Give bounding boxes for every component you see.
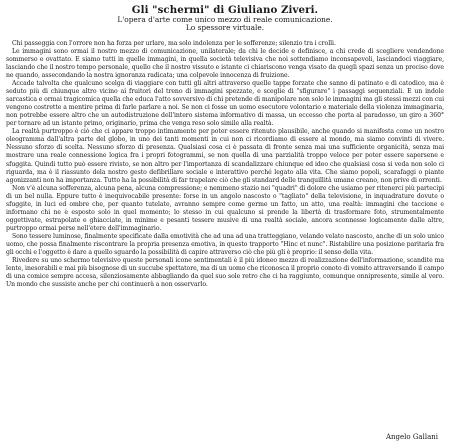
paragraph-2: Le immagini sono ormai il nostro mezzo di comunicazione, unilaterale; da chi le decide e definisce, a chi crede di scegliere vendendone sommerso e ovattato. E siamo tutti in quelle immagini, in quella società televisiva che noi sottendiamo inconsapevoli, lasciandoci viaggiare, lasciando che il nostro tempo personale, quello che il nostro vissuto e istante ci chiariscono venga visato da quegli spazi senza un preciso dove ne quando, assecondando la nostra ignoranza radicata; una colpevole innocenza di fruizione.: [6, 47, 444, 79]
paragraph-6: Sono tessere luminose, finalmente specificate dalla emotività che ad una ad una tratteggiano, velando velato nascosto, anche di un solo unico uomo, che possa finalmente riscontrare la propria presenza emotiva, in questo trapporto "Hinc et nunc". Ristabilire una posizione paritaria fra gli occhi e l'oggetto è dare a quello sguardo la possibilità di capire attraverso ciò che più gli è proprio: il senso della vita.: [6, 232, 444, 257]
author-signature: Angelo Gallani: [385, 433, 438, 441]
paragraph-1: Chi passeggia con l'orrore non ha forza per urlare, ma solo indolenza per le sofferenze; silenzio tra i crolli.: [12, 39, 336, 47]
paragraph-4: La realtà purtroppo è ciò che ci appare troppo intimamente per poter essere ritenuto plausibile, anche quando si manifesta come un nostro oleogramma dall'altra parte del globo, in uno dei tanti momenti in cui non ci ricordiamo di essere al mondo, ma siamo convinti di vivere. Nessuno sforzo di scelta. Nessuno sforzo di presenza. Qualsiasi cosa ci è passata di fronte senza mai una sufficiente organicità, senza mai mostrare una reale connessione logica fra i propri fotogrammi, se non quella di una parzialità troppo veloce per poter essere sapersene e sfuggita. Quindi tutto può essere rivisto, se non altro per l'importanza di scandalizzare chiunque ed ideo che qualsiasi cosa si veda non solo ci riguarda, ma è il riassunto dela nostro gesto defibrillare sociale e interattivo perché legato alla vita. Che siamo popoli, scarafaggi o piante agonizzanti non ha importanza. Tutto ha la possibilità di far trapelare ciò che gli standard delle tranquillità umane creano, non prive di orrenti.: [6, 128, 444, 184]
paragraph-5: Non v'è alcuna sofferenza, alcuna pena, alcuna compressione; e nemmeno stazio nei "quadri" di dolore che usiamo per ritenerci più partecipi di un bel nulla. Eppure tutto è inequivocabile presente: forse in un angolo nascosto o "tagliato" della televisione, in inquadrature dovute o sfuggite, in luci ed ombre che, per quanto tutelate, avranno sempre come germe un fatto, un atto, una realtà: immagini che taccione e informano chi ne è esposto solo in quel momento; lo stesso in cui qualcuno si prende la libertà di trasformare foto, strumentalmente oggettivate, estrapolate e ghiacciate, in minime e pesanti tessere musive di una realtà sociale, ancora sconnesse logicamente dalle altre, purtroppo ormai perse nell'etere dell'immaginario.: [6, 184, 444, 232]
paragraph-7: Rivedere su uno schermo televisivo queste personali icone sentimentali è il più idoneo mezzo di realizzazione dell'informazione, scandite ma lente, inesorabili e mai più bisognose di un succube spettatore, ma di un uomo che riconosca il proprio conoto di vomito attraversando il campo di una comice sempre accesa, silenziosamente abbagliando da quel suo sole retro che ci ha raggiunto, comunque onnipresente, simile al vero. Un mondo che sussiste anche per chi continuerà a non osservarlo.: [6, 257, 444, 289]
document-title: Gli "schermi" di Giuliano Ziveri.: [131, 4, 319, 16]
document-subtitle-secondary: Lo spessore virtuale.: [185, 23, 265, 33]
essay-body: [6, 40, 444, 289]
document-page: [6, 5, 444, 443]
document-subtitle: L'opera d'arte come unico mezzo di reale comunicazione.: [117, 15, 333, 24]
paragraph-3: Accade talvolta che qualcuno scelga di viaggiare con tutti gli altri attraverso quelle tappe forzate che sanno di patinato e di catodico, ma è seduto più di chiunque altro vicino ai fruitori del treno di immagini spezzate, e sceglie di "sfigurare" i passaggi sequenziali. E un indole sarcastica e ormai tragicomica quella che educa l'atto sovversivo di chi pretende di manipolare non solo le immagini ma gli stessi mezzi con cui vengono costrette a mentire prima di farle parlare a noi. Se non ci fosse un uomo esecutore volontario e materiale della violenza immaginaria, non potrebbe essere altro che un autodistruzione dell'intero sistema informativo di massa, un eccesso che porta al paradosso, un giro a 360° per tornare ad un istante primo, originario, prima che venga reso solo simile alla realtà.: [6, 80, 444, 128]
spacer: [6, 33, 444, 40]
